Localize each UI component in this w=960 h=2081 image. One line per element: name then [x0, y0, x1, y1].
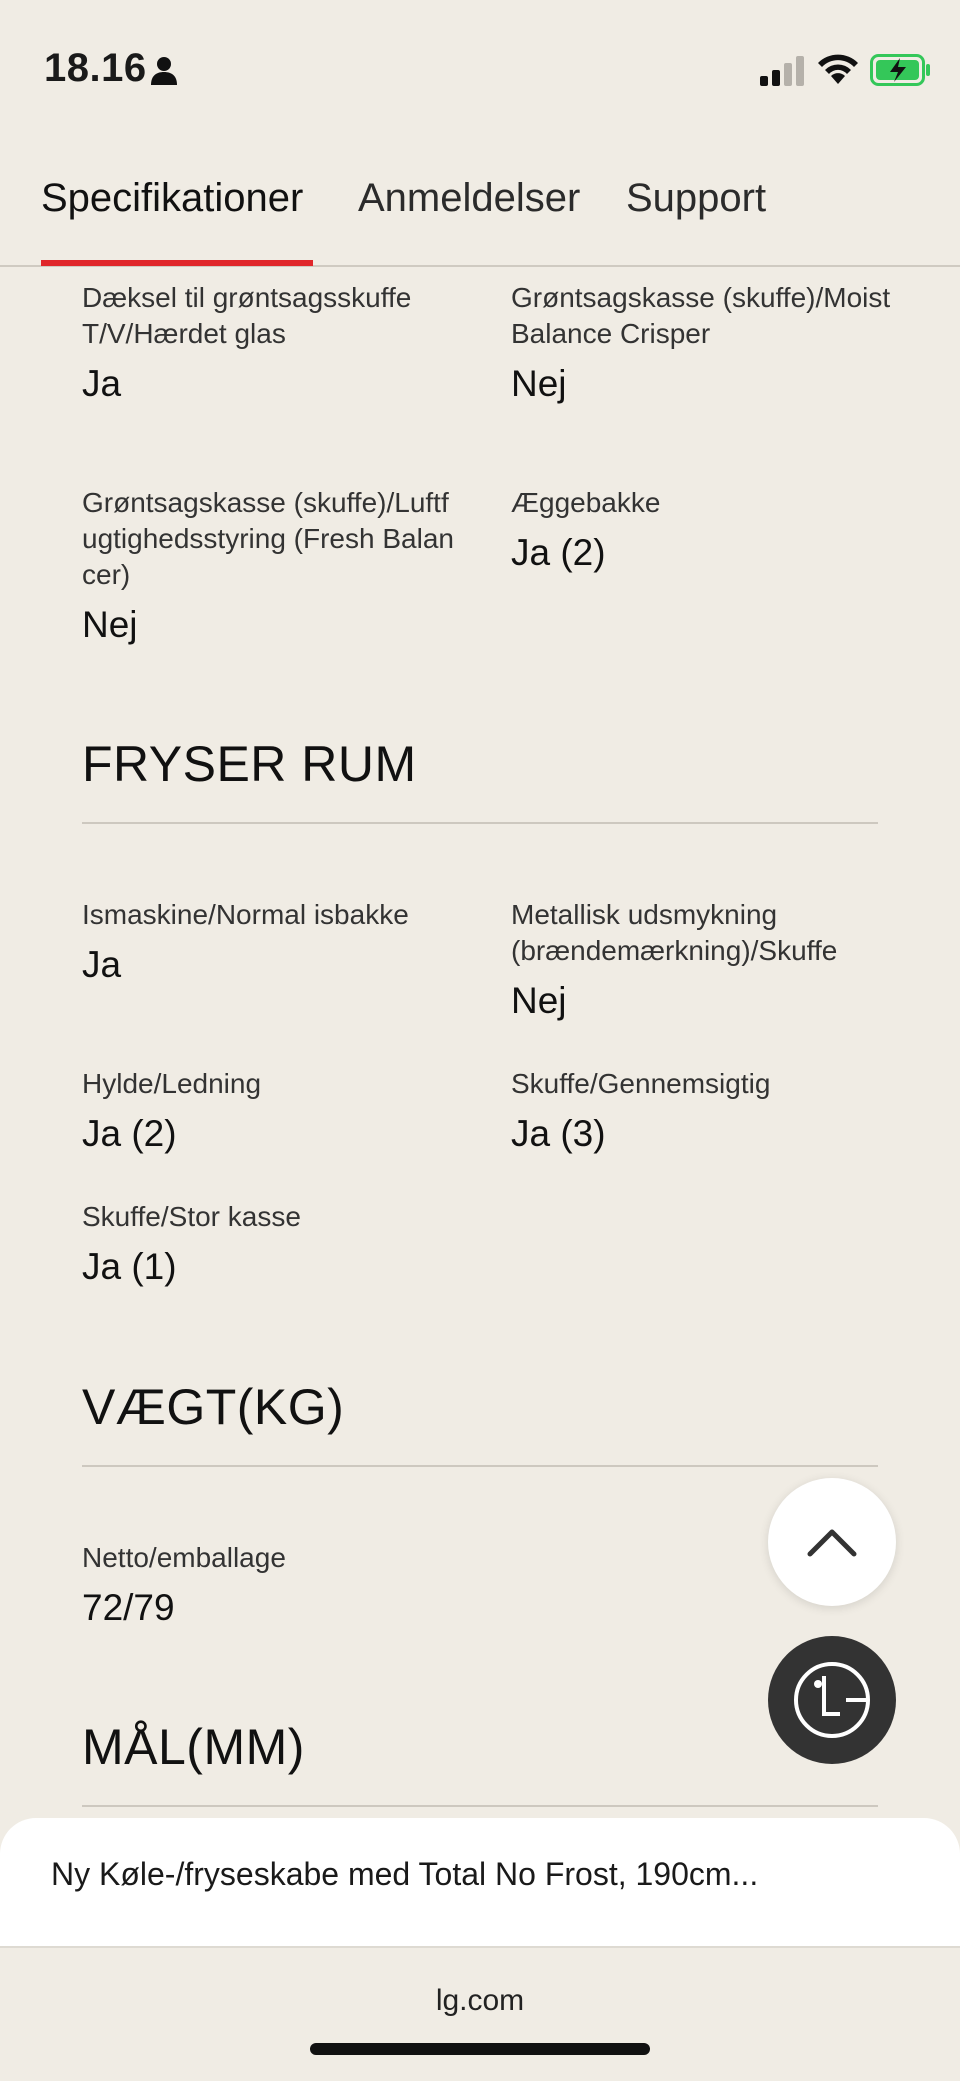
section-divider [82, 822, 878, 824]
spec-value: Ja (2) [82, 1113, 177, 1154]
spec-label: Grøntsagskasse (skuffe)/Luftfugtighedsstyring (Fresh Balancer) [82, 487, 454, 590]
home-indicator[interactable] [310, 2043, 650, 2055]
product-bottom-sheet[interactable] [0, 1818, 960, 1946]
spec-value: 72/79 [82, 1587, 175, 1628]
spec-item [82, 280, 462, 406]
spec-value: Nej [511, 980, 567, 1021]
tab-specifications[interactable]: Specifikationer [41, 176, 304, 220]
active-tab-indicator [41, 260, 313, 266]
spec-value: Ja (3) [511, 1113, 606, 1154]
tab-support[interactable]: Support [626, 176, 767, 220]
spec-item [82, 485, 462, 647]
spec-value: Ja [82, 944, 122, 985]
battery-charging-icon [870, 54, 932, 86]
spec-item [82, 897, 462, 987]
person-icon [150, 56, 178, 86]
spec-label: Æggebakke [511, 487, 661, 518]
status-bar [0, 0, 960, 130]
section-title-dimensions: MÅL(MM) [82, 1719, 305, 1775]
spec-label: Grøntsagskasse (skuffe)/Moist Balance Crisper [511, 282, 891, 349]
spec-item [511, 1066, 891, 1156]
tab-reviews[interactable]: Anmeldelser [358, 176, 581, 220]
spec-item [511, 897, 891, 1023]
spec-value: Nej [82, 604, 138, 645]
spec-label: Netto/emballage [82, 1542, 286, 1573]
section-title-weight: VÆGT(KG) [82, 1379, 345, 1435]
spec-item [511, 280, 891, 406]
spec-label: Hylde/Ledning [82, 1068, 262, 1099]
url-text[interactable]: lg.com [435, 1984, 525, 2017]
spec-tabs [0, 150, 960, 267]
spec-item [82, 1540, 462, 1630]
spec-item [82, 1066, 462, 1156]
spec-label: Ismaskine/Normal isbakke [82, 899, 409, 930]
spec-label: Skuffe/Gennemsigtig [511, 1068, 771, 1099]
spec-value: Ja [82, 363, 122, 404]
spec-value: Ja (2) [511, 532, 606, 573]
browser-address-bar[interactable] [0, 1946, 960, 2081]
status-time: 18.16 [44, 46, 147, 90]
scroll-to-top-button[interactable] [768, 1478, 896, 1606]
spec-label: Dæksel til grøntsagsskuffe T/V/Hærdet glas [82, 282, 412, 349]
signal-icon [760, 56, 806, 86]
spec-label: Skuffe/Stor kasse [82, 1201, 301, 1232]
section-divider [82, 1805, 878, 1807]
product-title: Ny Køle-/fryseskabe med Total No Frost, 190cm... [51, 1856, 759, 1892]
lg-chat-button[interactable] [768, 1636, 896, 1764]
wifi-icon [816, 52, 860, 86]
spec-item [82, 1199, 462, 1289]
spec-label: Metallisk udsmykning (brændemærkning)/Skuffe [511, 899, 838, 966]
spec-value: Nej [511, 363, 567, 404]
section-divider [82, 1465, 878, 1467]
spec-value: Ja (1) [82, 1246, 177, 1287]
chevron-up-icon [768, 1478, 896, 1606]
section-title-freezer: FRYSER RUM [82, 736, 417, 792]
spec-item [511, 485, 891, 575]
lg-logo-icon [768, 1636, 896, 1764]
